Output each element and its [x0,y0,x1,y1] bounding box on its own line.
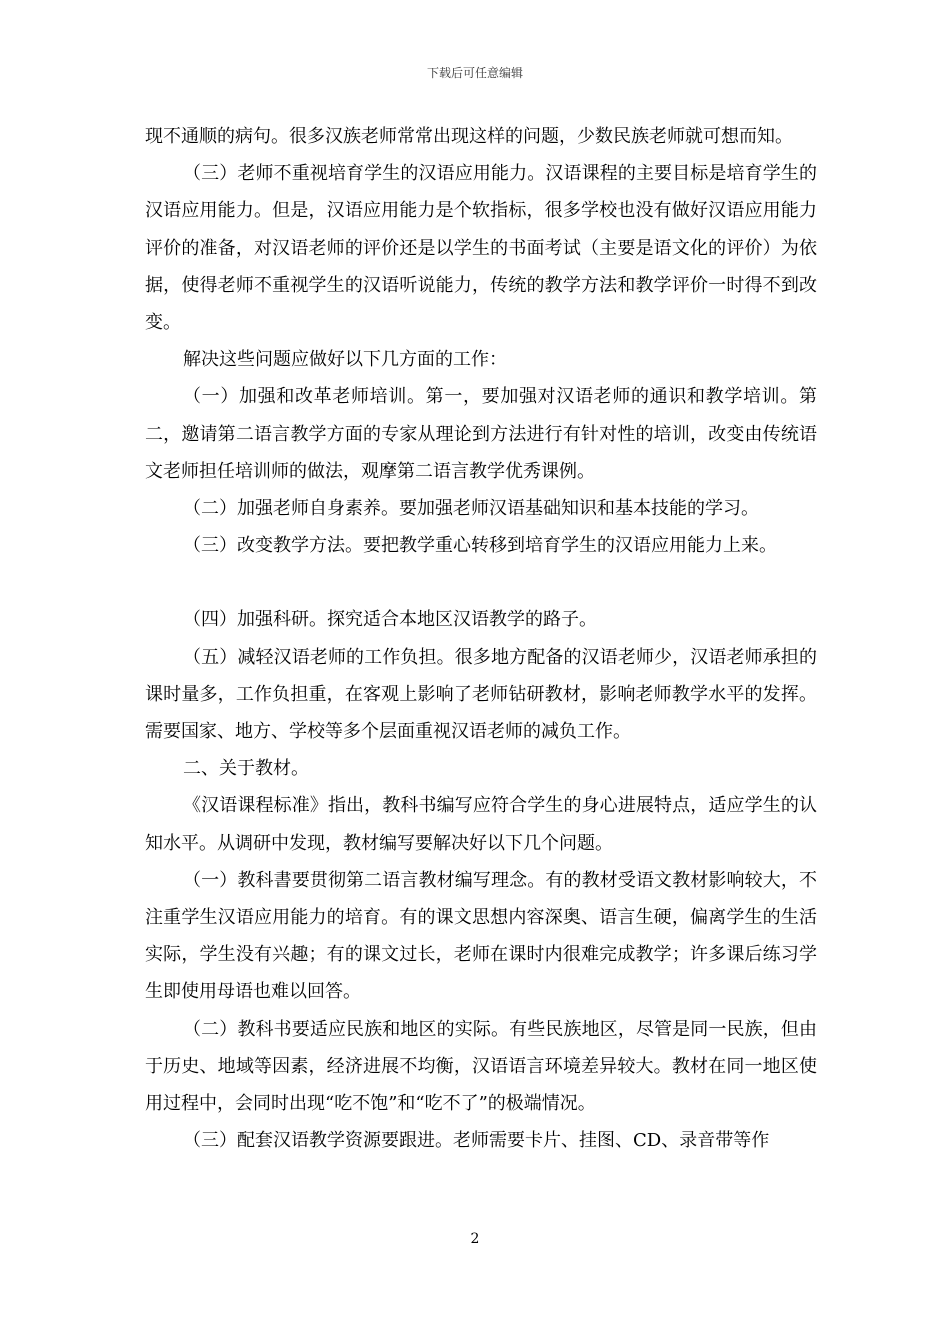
paragraph: （一）加强和改革老师培训。第一，要加强对汉语老师的通识和教学培训。第二，邀请第二语言教学方面的专家从理论到方法进行有针对性的培训，改变由传统语文老师担任培训师的做法，观摩第二语言教学优秀课例。 [145,386,817,482]
page-number: 2 [470,1231,480,1247]
paragraph: （三）配套汉语教学资源要跟进。老师需要卡片、挂图、CD、录音带等作 [183,1130,770,1152]
page-header: 下载后可任意编辑 [426,66,523,80]
paragraph: （二）教科书要适应民族和地区的实际。有些民族地区，尽管是同一民族，但由于历史、地域等因素，经济进展不均衡，汉语语言环境差异较大。教材在同一地区使用过程中，会同时出现“吃不饱”和“吃不了”的极端情况。 [145,1018,817,1115]
paragraph: 解决这些问题应做好以下几方面的工作： [183,349,507,371]
paragraph: 现不通顺的病句。很多汉族老师常常出现这样的问题，少数民族老师就可想而知。 [145,126,793,147]
paragraph: （四）加强科研。探究适合本地区汉语教学的路子。 [183,609,597,631]
section-heading: 二、关于教材。 [183,758,309,780]
paragraph: （三）改变教学方法。要把教学重心转移到培育学生的汉语应用能力上来。 [183,535,777,557]
paragraph: （一）教科書要贯彻第二语言教材编写理念。有的教材受语文教材影响较大，不注重学生汉语应用能力的培育。有的课文思想内容深奥、语言生硬，偏离学生的生活实际，学生没有兴趣；有的课文过长，老师在课时内很难完成教学；许多课后练习学生即使用母语也难以回答。 [145,869,817,1003]
paragraph: 《汉语课程标准》指出，教科书编写应符合学生的身心进展特点，适应学生的认知水平。从调研中发现，教材编写要解决好以下几个问题。 [145,795,817,854]
document-body [145,118,817,1159]
paragraph: （五）减轻汉语老师的工作负担。很多地方配备的汉语老师少，汉语老师承担的课时量多，工作负担重，在客观上影响了老师钻研教材，影响老师教学水平的发挥。需要国家、地方、学校等多个层面重视汉语老师的减负工作。 [145,646,817,743]
paragraph: （三）老师不重视培育学生的汉语应用能力。汉语课程的主要目标是培育学生的汉语应用能力。但是，汉语应用能力是个软指标，很多学校也没有做好汉语应用能力评价的准备，对汉语老师的评价还是以学生的书面考试（主要是语文化的评价）为依据，使得老师不重视学生的汉语听说能力，传统的教学方法和教学评价一时得不到改变。 [145,163,817,334]
blank-line [145,564,817,601]
paragraph: （二）加强老师自身素养。要加强老师汉语基础知识和基本技能的学习。 [183,498,759,520]
